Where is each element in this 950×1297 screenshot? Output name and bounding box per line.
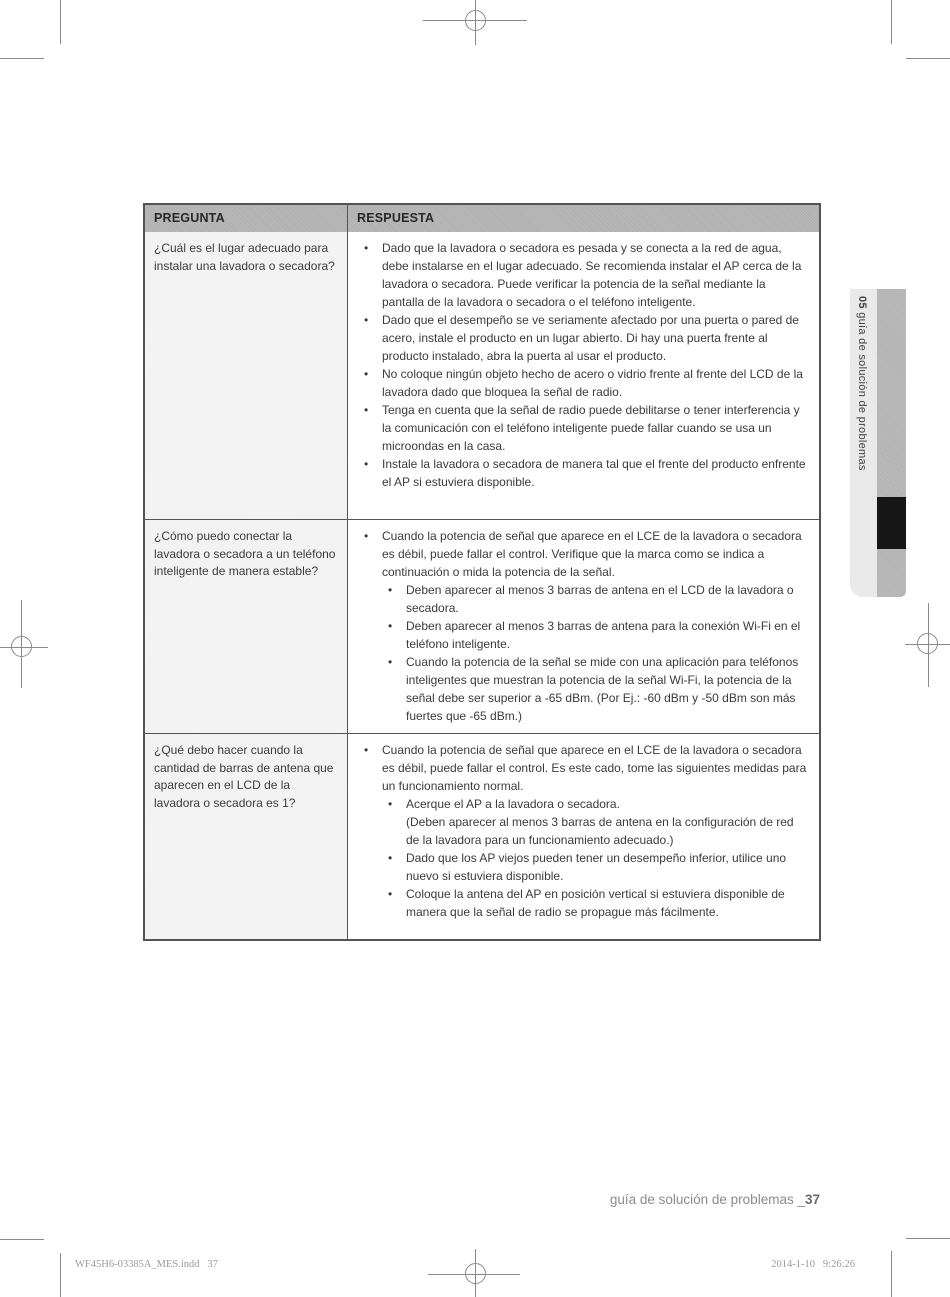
- bullet-icon: •: [364, 457, 369, 471]
- sub-bullet-text: Deben aparecer al menos 3 barras de antena para la conexión Wi-Fi en el teléfono inteligente.: [406, 619, 801, 651]
- crop-mark-top-right-horizontal: [906, 58, 950, 59]
- crop-mark-bottom-left-vertical: [60, 1253, 61, 1297]
- registration-mark-right-circle-icon: [917, 633, 938, 654]
- chapter-tab-dark-strip: [877, 289, 906, 597]
- sub-bullet-text: Acerque el AP a la lavadora o secadora.: [406, 797, 620, 811]
- answer-bullet: [352, 401, 811, 455]
- bullet-icon: •: [364, 529, 369, 543]
- page-number: 37: [804, 1192, 820, 1207]
- answer-sub-bullet: [376, 849, 811, 885]
- answer-cell: [348, 232, 819, 519]
- footer-text: guía de solución de problemas _: [609, 1192, 805, 1207]
- bullet-text: Instale la lavadora o secadora de manera tal que el frente del producto enfrente el AP si estuviera disponible.: [382, 457, 806, 489]
- answer-sub-bullet: [376, 581, 811, 617]
- registration-mark-left-circle-icon: [11, 636, 32, 657]
- answer-cell: [348, 519, 819, 733]
- print-timestamp: 2014-1-10 9:26:26: [771, 1259, 855, 1270]
- question-text: ¿Cuál es el lugar adecuado para instalar una lavadora o secadora?: [154, 241, 335, 273]
- bullet-icon: •: [388, 583, 393, 597]
- answer-bullet: [352, 741, 811, 795]
- sub-bullet-text: Cuando la potencia de la señal se mide con una aplicación para teléfonos inteligentes que muestran la potencia de la señal Wi-Fi, la potencia de la señal debe ser superior a -65 dBm. (Por Ej.: -60 dBm y -50 dBm son más fuertes que -65 dBm.): [406, 655, 799, 723]
- bullet-icon: •: [364, 743, 369, 757]
- bullet-icon: •: [364, 367, 369, 381]
- registration-mark-bottom-circle-icon: [465, 1263, 486, 1284]
- bullet-text: Tenga en cuenta que la señal de radio puede debilitarse o tener interferencia y la comunicación con el teléfono inteligente puede fallar cuando se usa un microondas en la casa.: [382, 403, 800, 453]
- chapter-tab-index-block: [877, 497, 906, 549]
- answer-bullet: [352, 365, 811, 401]
- crop-mark-top-left-vertical: [60, 0, 61, 44]
- faq-table: [143, 203, 821, 941]
- bullet-icon: •: [364, 241, 369, 255]
- answer-sub-bullet: [376, 653, 811, 725]
- question-text: ¿Qué debo hacer cuando la cantidad de barras de antena que aparecen en el LCD de la lavadora o secadora es 1?: [154, 743, 334, 810]
- sub-bullet-text: Dado que los AP viejos pueden tener un desempeño inferior, utilice uno nuevo si estuviera disponible.: [406, 851, 787, 883]
- bullet-text: No coloque ningún objeto hecho de acero o vidrio frente al frente del LCD de la lavadora dado que bloquea la señal de radio.: [382, 367, 803, 399]
- print-filename: WF45H6-03385A_MES.indd 37: [75, 1259, 218, 1270]
- crop-mark-top-left-horizontal: [0, 58, 44, 59]
- crop-mark-top-right-vertical: [891, 0, 892, 44]
- question-cell: [145, 733, 348, 939]
- bullet-icon: •: [388, 851, 393, 865]
- answer-bullet: [352, 455, 811, 491]
- crop-mark-bottom-right-horizontal: [906, 1238, 950, 1239]
- page-footer: [610, 1192, 820, 1207]
- bullet-icon: •: [388, 655, 393, 669]
- column-header-pregunta: PREGUNTA: [145, 205, 348, 232]
- bullet-icon: •: [364, 403, 369, 417]
- bullet-icon: •: [364, 313, 369, 327]
- bullet-icon: •: [388, 619, 393, 633]
- answer-sub-bullet: [376, 617, 811, 653]
- sub-bullet-text: Coloque la antena del AP en posición vertical si estuviera disponible de manera que la señal de radio se propague más fácilmente.: [406, 887, 785, 919]
- answer-sub-bullet: [376, 885, 811, 921]
- crop-mark-bottom-right-vertical: [891, 1251, 892, 1297]
- bullet-icon: •: [388, 797, 393, 811]
- sub-bullet-text: Deben aparecer al menos 3 barras de antena en el LCD de la lavadora o secadora.: [406, 583, 794, 615]
- answer-bullet: [352, 527, 811, 581]
- answer-bullet: [352, 239, 811, 311]
- answer-cell: [348, 733, 819, 939]
- crop-mark-bottom-left-horizontal: [0, 1239, 44, 1240]
- registration-mark-top-circle-icon: [465, 10, 486, 31]
- chapter-tab-label-strip: [850, 289, 877, 597]
- bullet-text: Dado que la lavadora o secadora es pesada y se conecta a la red de agua, debe instalarse en el lugar adecuado. Se recomienda instalar el AP cerca de la lavadora o secadora. Puede verificar la potencia de la señal mediante la pantalla de la lavadora o secadora o el teléfono inteligente.: [382, 241, 802, 309]
- column-header-respuesta: RESPUESTA: [348, 205, 819, 232]
- bullet-text: Dado que el desempeño se ve seriamente afectado por una puerta o pared de acero, instale el producto en un lugar abierto. Di hay una puerta frente al producto instalado, abra la puerta al usar el producto.: [382, 313, 799, 363]
- question-cell: [145, 519, 348, 733]
- sub-bullet-note: (Deben aparecer al menos 3 barras de antena en la configuración de red de la lavadora para un funcionamiento adecuado.): [406, 815, 794, 847]
- chapter-number: 05: [856, 296, 868, 309]
- question-cell: [145, 232, 348, 519]
- answer-bullet: [352, 311, 811, 365]
- answer-sub-bullet: [376, 795, 811, 849]
- bullet-icon: •: [388, 887, 393, 901]
- question-text: ¿Cómo puedo conectar la lavadora o secadora a un teléfono inteligente de manera estable?: [154, 529, 336, 578]
- chapter-title: guía de solución de problemas: [856, 308, 868, 471]
- chapter-tab-text: [856, 296, 868, 471]
- chapter-tab: [850, 289, 906, 597]
- bullet-text: Cuando la potencia de señal que aparece en el LCE de la lavadora o secadora es débil, puede fallar el control. Verifique que la marca como se indica a continuación o mida la potencia de la señal.: [382, 529, 802, 579]
- bullet-text: Cuando la potencia de señal que aparece en el LCE de la lavadora o secadora es débil, puede fallar el control. Es este cado, tome las siguientes medidas para un funcionamiento normal.: [382, 743, 807, 793]
